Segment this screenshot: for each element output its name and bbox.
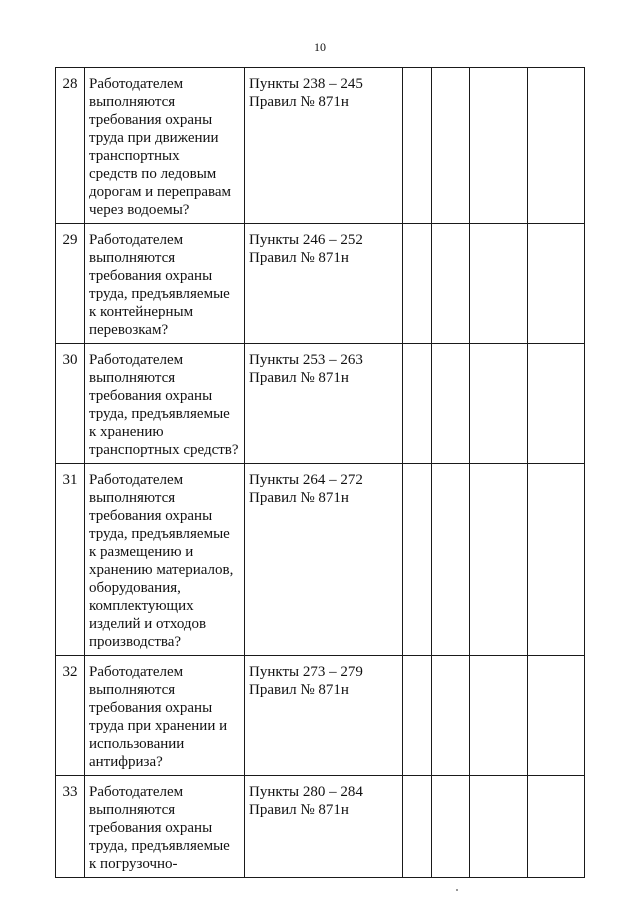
answer-na-cell [470,344,528,464]
answer-na-cell [470,224,528,344]
question-line: к контейнерным [89,304,194,320]
question-line: транспортных средств? [89,442,239,458]
reference-line: Пункты 280 – 284 [249,784,363,800]
reference-line: Правил № 871н [249,250,349,266]
question-line: Работодателем [89,784,184,800]
row-number: 30 [56,344,85,464]
question-line: труда при движении [89,130,219,146]
answer-na-cell [470,656,528,776]
answer-yes-cell [403,68,432,224]
question-line: антифриза? [89,754,163,770]
question-line: требования охраны [89,388,213,404]
row-number: 31 [56,464,85,656]
reference-cell [245,656,403,776]
question-line: Работодателем [89,232,184,248]
question-line: к хранению [89,424,164,440]
question-line: через водоемы? [89,202,190,218]
table-row [56,464,585,656]
question-line: выполняются [89,490,176,506]
question-line: выполняются [89,802,176,818]
question-line: оборудования, [89,580,181,596]
question-line: требования охраны [89,112,213,128]
question-line: труда, предъявляемые [89,838,230,854]
question-cell [85,464,245,656]
reference-line: Пункты 238 – 245 [249,76,363,92]
question-line: изделий и отходов [89,616,207,632]
table-row [56,68,585,224]
answer-na-cell [470,68,528,224]
reference-cell [245,68,403,224]
question-line: средств по ледовым [89,166,217,182]
question-line: требования охраны [89,820,213,836]
question-line: труда, предъявляемые [89,286,230,302]
reference-line: Пункты 246 – 252 [249,232,363,248]
answer-no-cell [432,656,470,776]
question-line: выполняются [89,370,176,386]
answer-no-cell [432,224,470,344]
question-line: выполняются [89,94,176,110]
answer-yes-cell [403,224,432,344]
row-number: 29 [56,224,85,344]
question-line: комплектующих [89,598,194,614]
reference-line: Правил № 871н [249,682,349,698]
note-cell [528,464,585,656]
checklist-table [55,67,585,878]
question-cell [85,776,245,878]
answer-yes-cell [403,656,432,776]
question-line: выполняются [89,250,176,266]
question-line: Работодателем [89,352,184,368]
question-line: требования охраны [89,268,213,284]
question-cell [85,68,245,224]
row-number: 32 [56,656,85,776]
question-line: труда при хранении и [89,718,228,734]
table-row [56,224,585,344]
reference-line: Пункты 264 – 272 [249,472,363,488]
answer-na-cell [470,776,528,878]
table-row [56,344,585,464]
table-row [56,656,585,776]
page-number: 10 [314,40,326,54]
question-line: требования охраны [89,508,213,524]
question-line: Работодателем [89,76,184,92]
question-line: Работодателем [89,664,184,680]
answer-no-cell [432,464,470,656]
question-line: Работодателем [89,472,184,488]
reference-line: Пункты 273 – 279 [249,664,363,680]
question-line: выполняются [89,682,176,698]
row-number: 28 [56,68,85,224]
answer-yes-cell [403,464,432,656]
note-cell [528,224,585,344]
question-line: транспортных [89,148,180,164]
note-cell [528,344,585,464]
reference-cell [245,776,403,878]
note-cell [528,656,585,776]
question-cell [85,344,245,464]
reference-line: Правил № 871н [249,490,349,506]
question-line: к размещению и [89,544,194,560]
table-row [56,776,585,878]
scan-speck [456,889,458,891]
question-line: дорогам и переправам [89,184,232,200]
reference-cell [245,224,403,344]
row-number: 33 [56,776,85,878]
reference-line: Пункты 253 – 263 [249,352,363,368]
question-cell [85,656,245,776]
question-line: использовании [89,736,185,752]
reference-line: Правил № 871н [249,802,349,818]
question-line: к погрузочно- [89,856,178,872]
answer-na-cell [470,464,528,656]
question-line: производства? [89,634,182,650]
answer-yes-cell [403,344,432,464]
reference-line: Правил № 871н [249,94,349,110]
answer-yes-cell [403,776,432,878]
reference-cell [245,464,403,656]
note-cell [528,68,585,224]
question-line: труда, предъявляемые [89,526,230,542]
question-line: перевозкам? [89,322,169,338]
answer-no-cell [432,68,470,224]
reference-line: Правил № 871н [249,370,349,386]
answer-no-cell [432,344,470,464]
question-line: труда, предъявляемые [89,406,230,422]
question-line: требования охраны [89,700,213,716]
question-cell [85,224,245,344]
reference-cell [245,344,403,464]
question-line: хранению материалов, [89,562,234,578]
note-cell [528,776,585,878]
answer-no-cell [432,776,470,878]
